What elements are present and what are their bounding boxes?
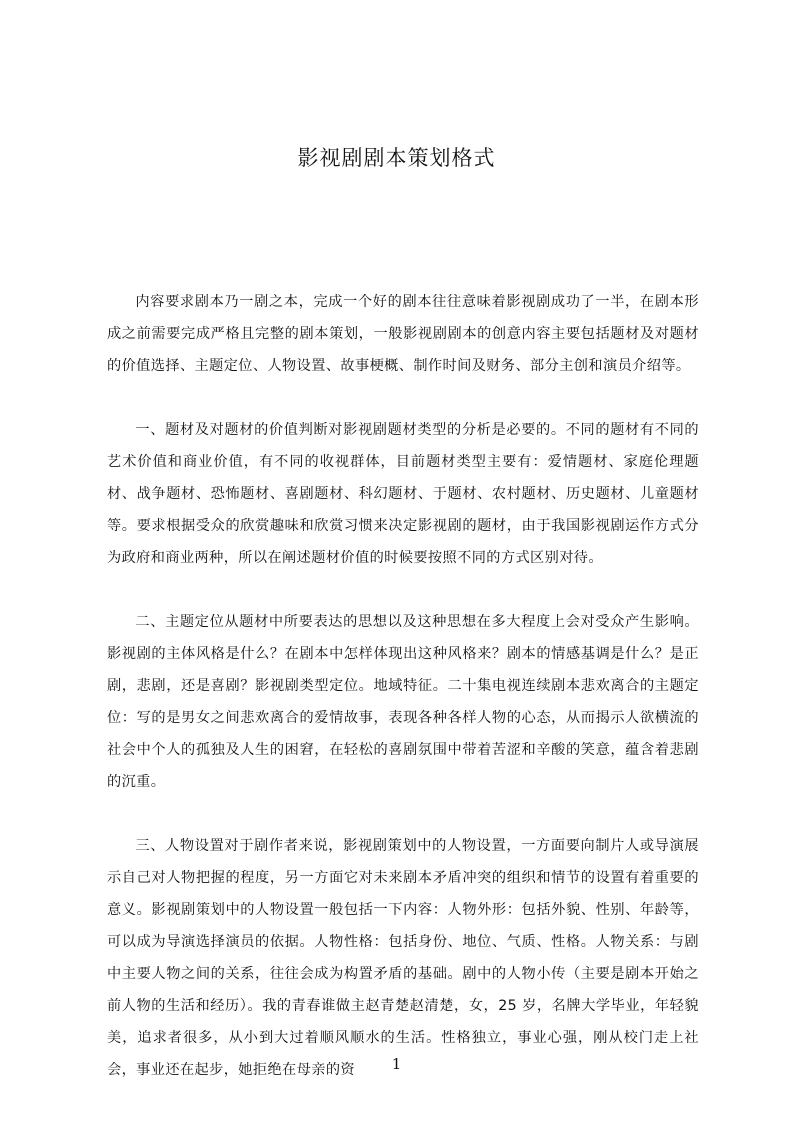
page-number: 1	[391, 1055, 402, 1073]
paragraph-characters: 三、人物设置对于剧作者来说，影视剧策划中的人物设置，一方面要向制片人或导演展示自己对人物把握的程度，另一方面它对未来剧本矛盾冲突的组织和情节的设置有着重要的意义。影视剧策划中的人物设置一般包括一下内容：人物外形：包括外貌、性别、年龄等，可以成为导演选择演员的依据。人物性格：包括身份、地位、气质、性格。人物关系：与剧中主要人物之间的关系，往往会成为构置矛盾的基础。剧中的人物小传（主要是剧本开始之前人物的生活和经历）。我的青春谁做主赵青楚赵清楚，女，25 岁，名牌大学毕业，年轻貌美，追求者很多，从小到大过着顺风顺水的生活。性格独立，事业心强，刚从校门走上社会，事业还在起步，她拒绝在母亲的资	[107, 838, 699, 1078]
paragraph-theme: 二、主题定位从题材中所要表达的思想以及这种思想在多大程度上会对受众产生影响。影视剧的主体风格是什么？在剧本中怎样体现出这种风格来？剧本的情感基调是什么？是正剧，悲剧，还是喜剧？影视剧类型定位。地域特征。二十集电视连续剧本悲欢离合的主题定位：写的是男女之间悲欢离合的爱情故事，表现各种各样人物的心态，从而揭示人欲横流的社会中个人的孤独及人生的困窘，在轻松的喜剧氛围中带着苦涩和辛酸的笑意，蕴含着悲剧的沉重。	[107, 614, 699, 790]
paragraph-subject-matter: 一、题材及对题材的价值判断对影视剧题材类型的分析是必要的。不同的题材有不同的艺术价值和商业价值，有不同的收视群体，目前题材类型主要有：爱情题材、家庭伦理题材、战争题材、恐怖题材、喜剧题材、科幻题材、于题材、农村题材、历史题材、儿童题材等。要求根据受众的欣赏趣味和欣赏习惯来决定影视剧的题材，由于我国影视剧运作方式分为政府和商业两种，所以在阐述题材价值的时候要按照不同的方式区别对待。	[107, 422, 699, 566]
document-body	[107, 286, 699, 1118]
document-title: 影视剧剧本策划格式	[297, 146, 496, 170]
paragraph-intro: 内容要求剧本乃一剧之本，完成一个好的剧本往往意味着影视剧成功了一半，在剧本形成之前需要完成严格且完整的剧本策划，一般影视剧剧本的创意内容主要包括题材及对题材的价值选择、主题定位、人物设置、故事梗概、制作时间及财务、部分主创和演员介绍等。	[107, 294, 699, 374]
